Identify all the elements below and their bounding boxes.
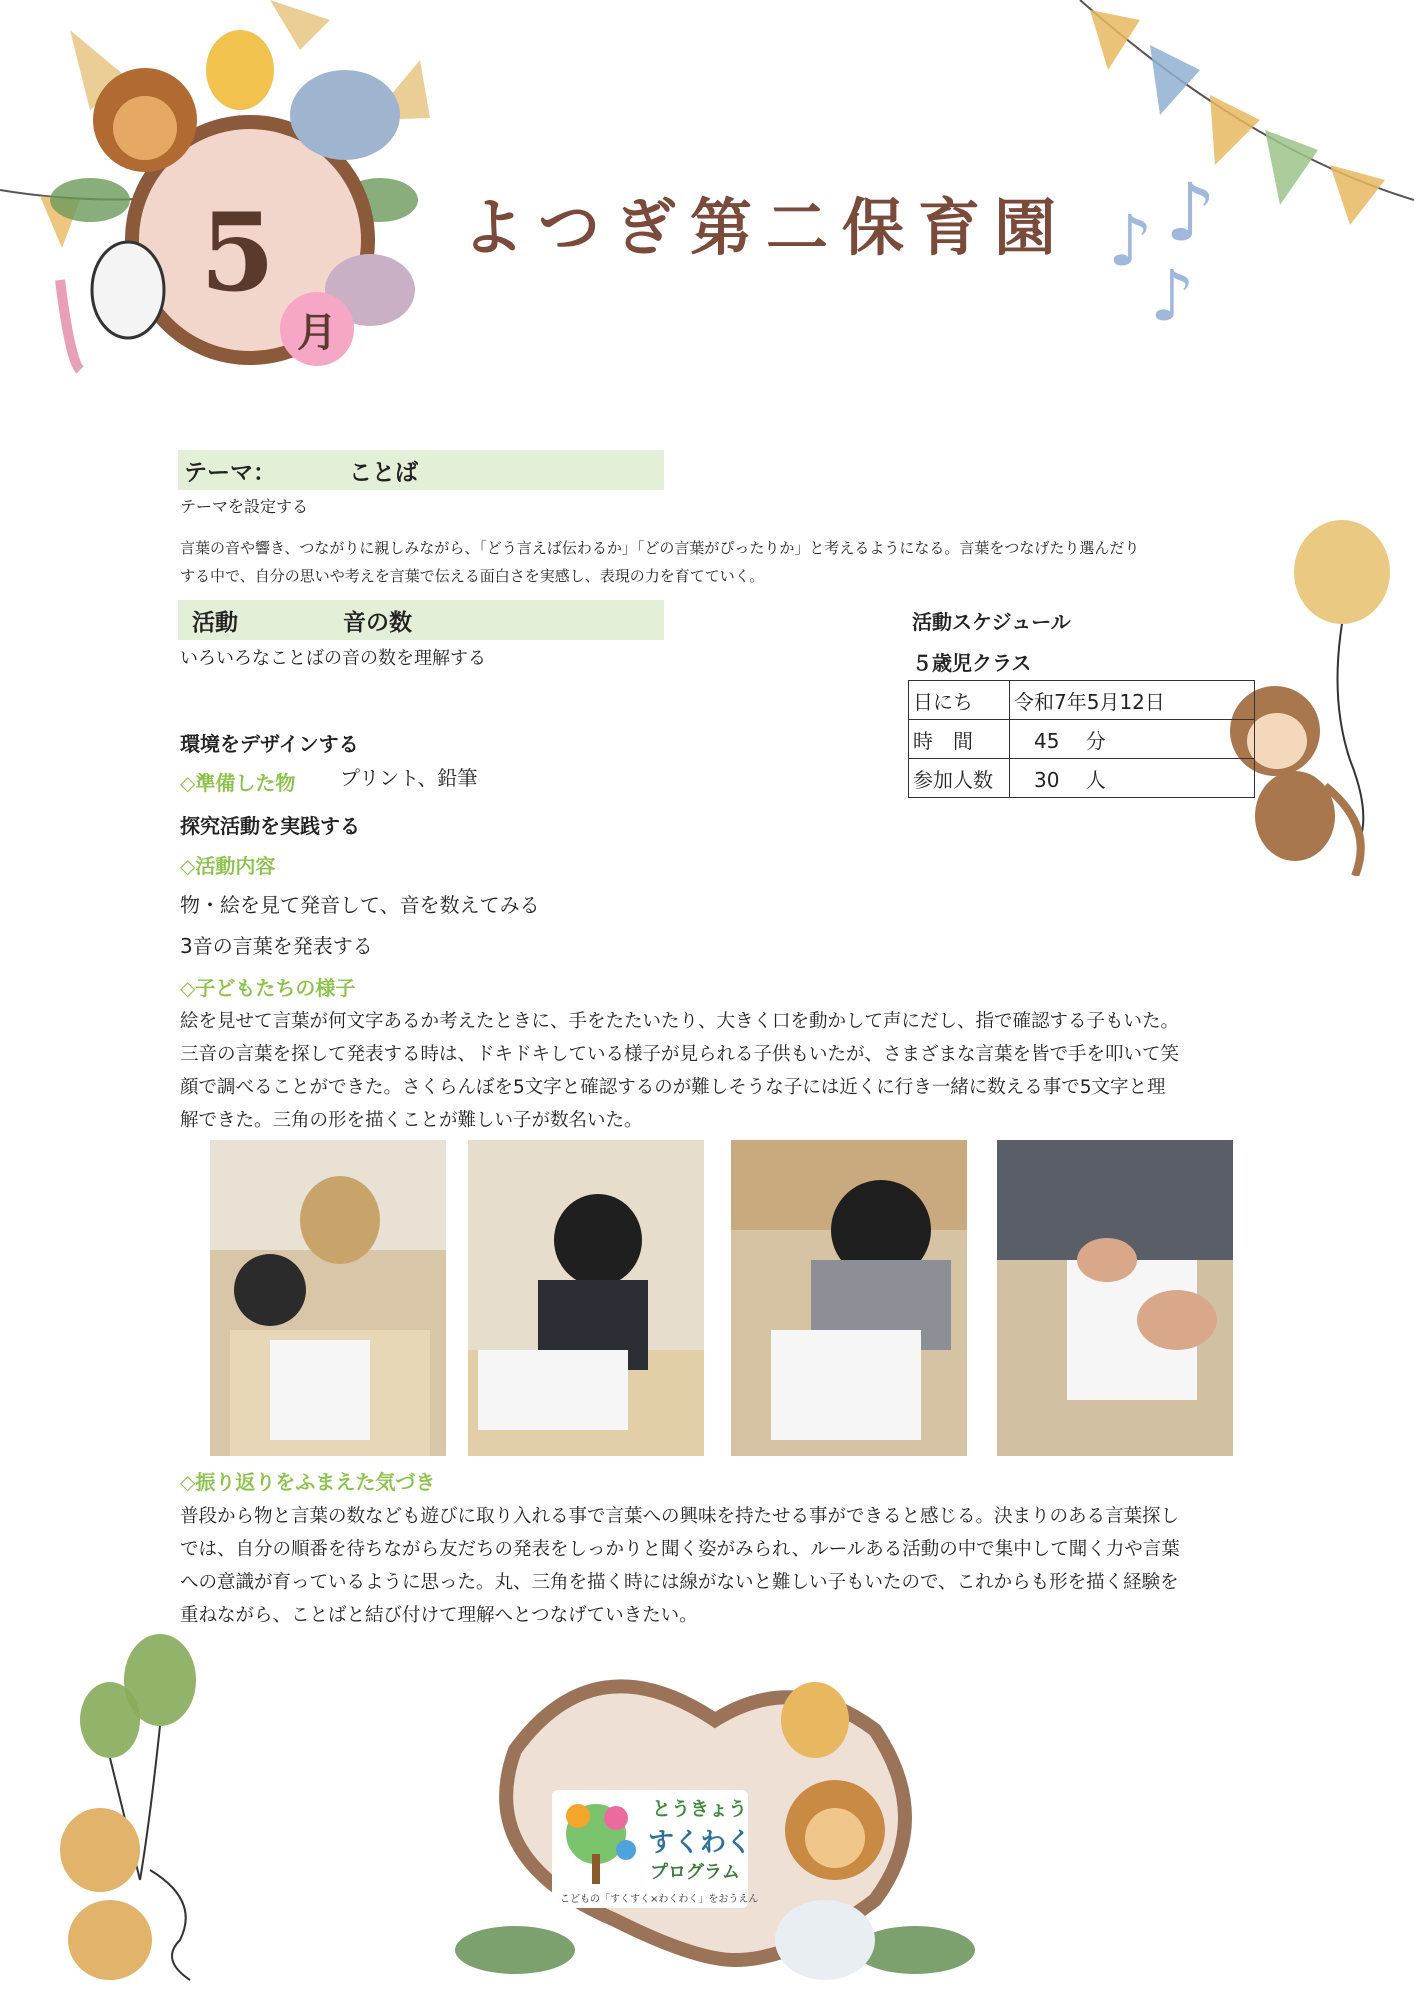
schedule-value: 令和7年5月12日: [1010, 681, 1255, 720]
children-line: 解できた。三角の形を描くことが難しい子が数名いた。: [180, 1110, 643, 1131]
activity-photo-4: [997, 1140, 1233, 1456]
activity-photo-1: [210, 1140, 446, 1456]
tree-logo-icon: [556, 1794, 646, 1888]
children-paragraph: [180, 1005, 1179, 1137]
activity-photo-2: [468, 1140, 704, 1456]
schedule-row: [909, 681, 1255, 720]
schedule-row: [909, 720, 1255, 759]
activity-value: 音の数: [343, 609, 412, 636]
reflection-label: ◇振り返りをふまえた気づき: [180, 1470, 436, 1494]
schedule-value: 45 分: [1010, 720, 1255, 759]
theme-bar: [178, 450, 664, 490]
reflection-line: への意識が育っているように思った。丸、三角を描く時には線がないと難しい子もいたので、これからも形を描く経験を: [180, 1572, 1179, 1593]
green-balloons-giraffe-icon: [30, 1620, 260, 1990]
svg-text:♪: ♪: [1150, 255, 1195, 337]
theme-subtitle: テーマを設定する: [180, 497, 309, 516]
theme-description: [180, 534, 1139, 590]
content-line: 3音の言葉を発表する: [180, 934, 373, 958]
prepared-value: プリント、鉛筆: [340, 766, 478, 790]
children-label: ◇子どもたちの様子: [180, 976, 356, 1000]
svg-text:♪: ♪: [1108, 200, 1153, 282]
reflection-line: 普段から物と言葉の数なども遊びに取り入れる事で言葉への興味を持たせる事ができると感じる。決まりのある言葉探し: [180, 1506, 1180, 1527]
month-badge: 月: [280, 292, 354, 366]
theme-description-line: 言葉の音や響き、つながりに親しみながら、「どう言えば伝わるか」「どの言葉がぴったりか」と考えるようになる。言葉をつなげたり選んだり: [180, 539, 1140, 557]
practice-heading: 探究活動を実践する: [180, 814, 360, 838]
children-line: 三音の言葉を探して発表する時は、ドキドキしている様子が見られる子供もいたが、さまざまな言葉を皆で手を叩いて笑: [180, 1044, 1180, 1065]
logo-subtitle: こどもの「すくすく×わくわく」をおうえん: [560, 1894, 759, 1905]
content-line: 物・絵を見て発音して、音を数えてみる: [180, 893, 540, 917]
activity-goal: いろいろなことばの音の数を理解する: [180, 648, 486, 669]
schedule-table: [908, 680, 1255, 798]
reflection-line: では、自分の順番を待ちながら友だちの発表をしっかりと聞く姿がみられ、ルールある活動の中で集中して聞く力や言葉: [180, 1539, 1180, 1560]
schedule-title: 活動スケジュール: [912, 610, 1071, 634]
prepared-label: ◇準備した物: [180, 771, 296, 795]
environment-heading: 環境をデザインする: [180, 732, 359, 756]
schedule-key: 参加人数: [909, 759, 1010, 798]
logo-line-2: すくわく: [648, 1828, 753, 1858]
schedule-class: ５歳児クラス: [912, 651, 1032, 675]
reflection-paragraph: [180, 1500, 1180, 1632]
logo-line-3: プログラム: [650, 1862, 740, 1883]
content-lines: [180, 885, 540, 967]
theme-value: ことば: [349, 459, 418, 486]
logo-line-1: とうきょう: [652, 1798, 748, 1820]
schedule-row: [909, 759, 1255, 798]
children-line: 絵を見せて言葉が何文字あるか考えたときに、手をたたいたり、大きく口を動かして声にだし、指で確認する子もいた。: [180, 1011, 1180, 1032]
svg-text:♪: ♪: [1165, 166, 1217, 259]
activity-photo-3: [731, 1140, 967, 1456]
activity-bar: [178, 600, 664, 640]
content-label: ◇活動内容: [180, 854, 276, 878]
reflection-line: 重ねながら、ことばと結び付けて理解へとつなげていきたい。: [180, 1605, 698, 1626]
schedule-value: 30 人: [1010, 759, 1255, 798]
school-name: よつぎ第二保育園: [462, 191, 1071, 264]
theme-description-line: する中で、自分の思いや考えを言葉で伝える面白さを実感し、表現の力を育てていく。: [180, 567, 765, 585]
activity-label: 活動: [192, 609, 238, 636]
schedule-key: 日にち: [909, 681, 1010, 720]
schedule-key: 時 間: [909, 720, 1010, 759]
children-line: 顔で調べることができた。さくらんぼを5文字と確認するのが難しそうな子には近くに行き一緒に数える事で5文字と理: [180, 1077, 1166, 1098]
theme-label: テーマ：: [184, 459, 276, 486]
month-number: 5: [200, 190, 276, 316]
